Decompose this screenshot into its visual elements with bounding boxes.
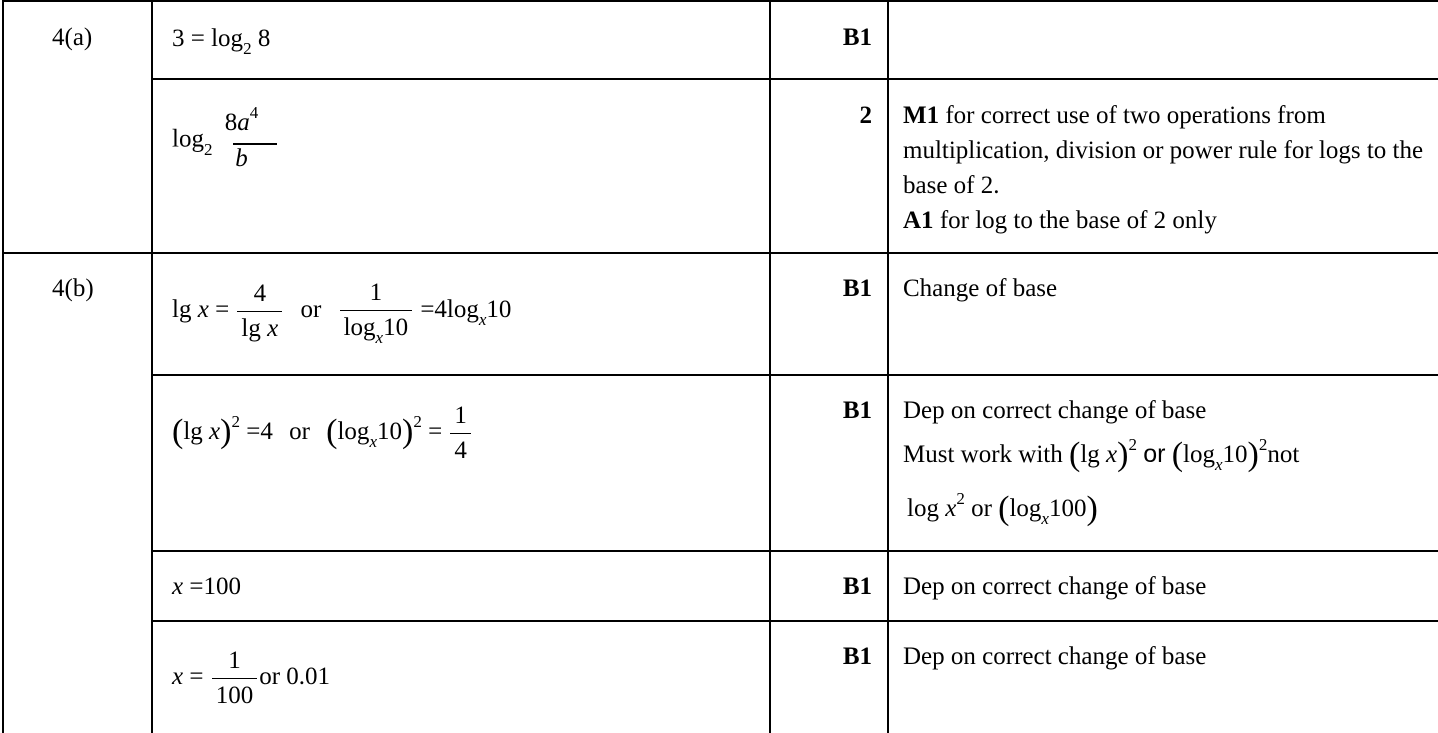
- variable: x: [197, 296, 209, 324]
- log-argument: 10: [383, 314, 409, 341]
- coefficient: 4: [434, 296, 447, 324]
- mark-code: B1: [842, 573, 872, 600]
- marking-note: Dep on correct change of base: [903, 573, 1207, 600]
- marking-note: Change of base: [903, 275, 1058, 302]
- log-term: log: [446, 296, 479, 324]
- lg-term: lg: [241, 315, 261, 342]
- lg-term: lg: [1080, 441, 1100, 468]
- mark-code-inline: M1: [903, 102, 940, 129]
- log-base: x: [369, 432, 377, 452]
- answer-expression: [172, 644, 330, 713]
- fraction: [212, 644, 258, 713]
- equals-sign: =: [420, 296, 435, 324]
- or-text: or: [300, 296, 322, 324]
- equals-sign: =: [190, 25, 205, 52]
- answer-expression: [172, 569, 241, 604]
- denominator: 4: [450, 433, 471, 468]
- lg-term: lg: [172, 296, 192, 324]
- marking-note: [903, 98, 1428, 238]
- value: 4: [260, 418, 273, 446]
- numerator: 8: [224, 109, 238, 136]
- rule: [2, 0, 1438, 2]
- or-text: or: [289, 418, 310, 446]
- log-argument: 8: [257, 25, 271, 52]
- numerator: 1: [369, 279, 383, 306]
- variable: x: [267, 315, 279, 342]
- alternative-value: or 0.01: [259, 663, 331, 691]
- denominator: b: [235, 145, 248, 172]
- answer-expression: (lg x)$^2$ =4 or $(\log_x10)^2$ = $\frac{1}{4}$: [172, 399, 473, 468]
- mark-code: B1: [842, 397, 872, 424]
- log-base: x: [1041, 509, 1049, 528]
- rule: [152, 78, 1438, 80]
- expr-term: 3: [172, 25, 185, 52]
- value: 100: [203, 573, 241, 600]
- answer-expression: [172, 276, 511, 347]
- variable: x: [1106, 441, 1118, 468]
- log-term: log: [1183, 441, 1215, 468]
- mark-code-inline: A1: [903, 207, 934, 234]
- log-argument: 10: [376, 418, 402, 446]
- or-text: or: [1143, 440, 1166, 468]
- or-text: or: [971, 495, 992, 522]
- numerator: 1: [228, 647, 241, 674]
- fraction: [450, 399, 471, 468]
- note-text: Must work with: [903, 441, 1063, 468]
- fraction: [237, 277, 282, 346]
- log-base: 2: [203, 139, 213, 159]
- marking-note: $\log x^2$ or $(\log_x100)$: [907, 489, 1098, 528]
- rule: [887, 0, 889, 733]
- exponent: 2: [956, 489, 965, 508]
- rule: [769, 0, 771, 733]
- marking-note: Must work with (lg x)$^2$ or $(\log_x10)^2not$: [903, 435, 1300, 474]
- log-term: log: [172, 125, 204, 153]
- log-term: log: [343, 314, 376, 341]
- numerator: 1: [454, 402, 467, 429]
- exponent: 4: [249, 103, 259, 122]
- mark-code: B1: [842, 275, 872, 302]
- variable: x: [172, 573, 184, 600]
- marking-note: Dep on correct change of base: [903, 397, 1207, 424]
- mark-code: B1: [842, 24, 872, 51]
- note-text: for correct use of two operations from multiplication, division or power rule for logs to the base of 2.: [903, 102, 1424, 199]
- variable: x: [209, 418, 221, 446]
- denominator: 100: [212, 678, 258, 713]
- log-argument: 10: [486, 296, 512, 324]
- answer-expression: [172, 103, 264, 176]
- log-argument: 10: [1222, 441, 1248, 468]
- log-term: log: [907, 495, 939, 522]
- log-term: log: [337, 418, 370, 446]
- log-base: x: [375, 328, 384, 347]
- exponent: 2: [413, 412, 422, 432]
- exponent: 2: [231, 412, 240, 432]
- rule: [152, 550, 1438, 552]
- equals-sign: =: [428, 418, 443, 446]
- rule: [2, 0, 4, 733]
- lg-term: lg: [183, 418, 203, 446]
- variable: x: [172, 663, 184, 691]
- marking-note: Dep on correct change of base: [903, 643, 1207, 670]
- fraction-bar: [233, 143, 277, 145]
- note-text: for log to the base of 2 only: [939, 207, 1217, 234]
- log-term: log: [1009, 495, 1042, 522]
- log-argument: 100: [1048, 495, 1087, 522]
- log-base: 2: [243, 39, 252, 58]
- log-term: log: [211, 25, 244, 52]
- equals-sign: =: [215, 296, 230, 324]
- rule: [2, 252, 1438, 254]
- exponent: 2: [1258, 435, 1268, 454]
- fraction: [221, 103, 263, 176]
- log-base: x: [1214, 455, 1223, 474]
- equals-sign: =: [246, 418, 261, 446]
- question-number: 4(b): [52, 275, 94, 302]
- answer-expression: [172, 21, 270, 58]
- rule: [152, 374, 1438, 376]
- equals-sign: =: [189, 663, 204, 691]
- note-text: not: [1267, 441, 1300, 468]
- fraction: [340, 276, 413, 347]
- exponent: 2: [1128, 435, 1137, 454]
- mark-code: B1: [842, 643, 872, 670]
- question-number: 4(a): [52, 24, 93, 51]
- mark-code: 2: [859, 102, 872, 129]
- rule: [151, 0, 153, 733]
- variable: a: [237, 109, 250, 136]
- log-base: x: [478, 310, 487, 330]
- equals-sign: =: [189, 573, 204, 600]
- rule: [152, 620, 1438, 622]
- variable: x: [945, 495, 957, 522]
- numerator: 4: [253, 280, 267, 307]
